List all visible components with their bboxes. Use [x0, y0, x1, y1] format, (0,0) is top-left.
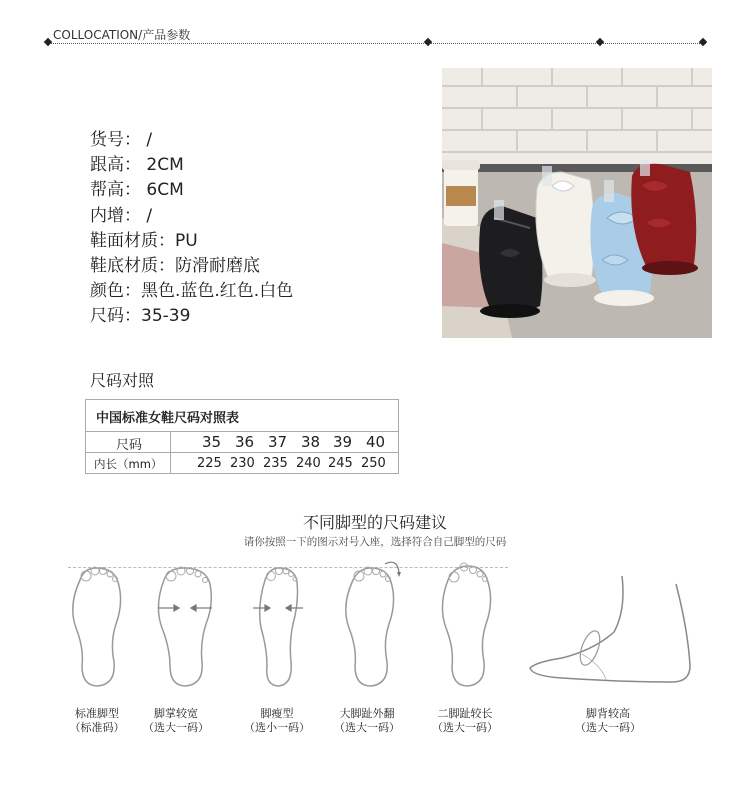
foot-type-name: 脚背较高: [586, 707, 630, 720]
row-label-size: 尺码: [116, 438, 143, 453]
foot-type-wide: [126, 707, 226, 735]
spec-item-sole-material: 鞋底材质：防滑耐磨底: [90, 256, 260, 277]
foot-type-name: 二脚趾较长: [437, 707, 493, 720]
foot-type-name: 大脚趾外翻: [339, 707, 395, 720]
length-cell: 240: [296, 456, 321, 471]
spec-item-sizes: 尺码：35-39: [90, 306, 191, 327]
row-label-length: 内长（mm）: [94, 457, 163, 471]
slim-foot-icon: [243, 562, 313, 692]
standard-foot-icon: [62, 562, 132, 692]
size-cell: 40: [366, 433, 386, 451]
foot-type-long-second-toe: [415, 707, 515, 735]
size-chart-title: 尺码对照: [90, 371, 155, 390]
table-divider: [86, 431, 398, 432]
foot-type-high-instep: [558, 707, 658, 735]
length-cell: 230: [230, 456, 255, 471]
product-photo: [442, 68, 712, 338]
foot-type-advice: （标准码）: [69, 721, 125, 734]
length-cell: 235: [263, 456, 288, 471]
spec-item-inner-lift: 内增： /: [90, 205, 153, 226]
foot-type-name: 标准脚型: [75, 707, 119, 720]
diamond-icon: [596, 38, 604, 46]
bunion-foot-icon: [335, 556, 405, 692]
foot-type-advice: （选大一码）: [334, 721, 400, 734]
section-header: [45, 24, 710, 54]
size-cell: 36: [235, 433, 255, 451]
diamond-icon: [44, 38, 52, 46]
table-divider: [170, 431, 171, 473]
size-cell: 39: [333, 433, 353, 451]
foot-types-subtitle: 请你按照一下的图示对号入座，选择符合自己脚型的尺码: [243, 536, 507, 548]
foot-type-slim: [227, 707, 327, 735]
length-cell: 225: [197, 456, 222, 471]
foot-type-advice: （选大一码）: [575, 721, 641, 734]
foot-type-advice: （选大一码）: [143, 721, 209, 734]
shoes-photo-illustration: [442, 68, 712, 338]
foot-type-name: 脚瘦型: [260, 707, 294, 720]
size-cell: 35: [202, 433, 222, 451]
long-second-toe-foot-icon: [432, 556, 502, 692]
foot-types-title: 不同脚型的尺码建议: [302, 513, 447, 532]
spec-item-colors: 颜色：黑色.蓝色.红色.白色: [90, 281, 294, 302]
size-chart-caption: 中国标准女鞋尺码对照表: [96, 411, 240, 426]
size-cell: 37: [268, 433, 288, 451]
wide-foot-icon: [150, 562, 220, 692]
length-cell: 245: [328, 456, 353, 471]
spec-item-code: 货号： /: [90, 130, 153, 150]
length-cell: 250: [361, 456, 386, 471]
foot-type-bunion: [317, 707, 417, 735]
spec-item-heel-height: 跟高： 2CM: [90, 155, 184, 176]
foot-type-advice: （选大一码）: [432, 721, 498, 734]
diamond-icon: [424, 38, 432, 46]
header-divider: [49, 43, 706, 44]
diamond-icon: [699, 38, 707, 46]
spec-item-upper-height: 帮高： 6CM: [90, 180, 184, 201]
foot-type-name: 脚掌较宽: [154, 707, 198, 720]
foot-type-advice: （选小一码）: [244, 721, 310, 734]
size-chart-table: [85, 399, 399, 474]
high-instep-foot-icon: [522, 570, 712, 695]
size-cell: 38: [301, 433, 321, 451]
spec-item-upper-material: 鞋面材质：PU: [90, 230, 198, 251]
header-title: COLLOCATION/产品参数: [53, 28, 191, 42]
product-specs: [90, 128, 293, 330]
